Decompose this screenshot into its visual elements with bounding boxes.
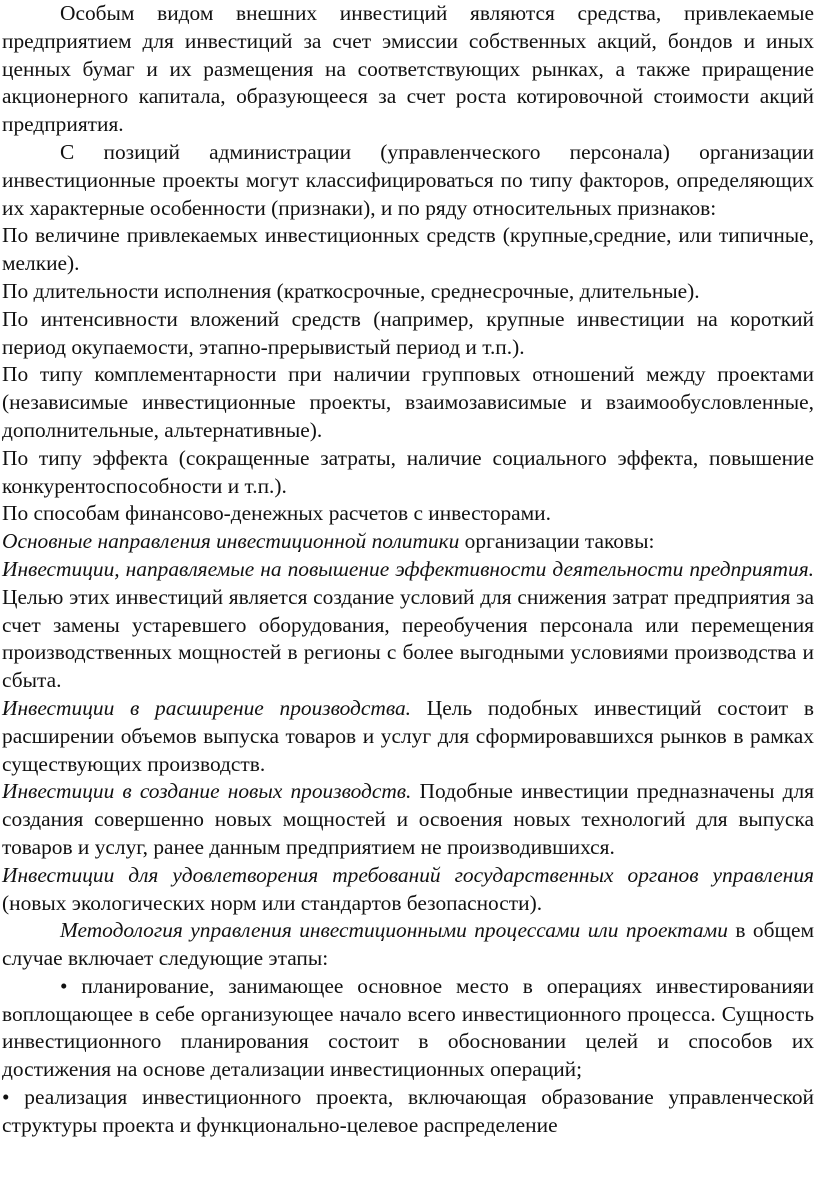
list-item-by-effect: По типу эффекта (сокращенные затраты, наличие социального эффекта, повышение конкурентоспособности и т.п.). <box>2 445 814 498</box>
policy-directions-text: организации таковы: <box>459 529 655 554</box>
paragraph-efficiency-investments <box>2 556 814 695</box>
regulatory-investments-text: (новых экологических норм или стандартов безопасности). <box>2 890 543 915</box>
paragraph-classification-intro: С позиций администрации (управленческого персонала) организации инвестиционные проекты могут классифицироваться по типу факторов, определяющих их характерные особенности (признаки), и по ряду относительных признаков: <box>2 139 814 220</box>
paragraph-methodology <box>2 917 814 973</box>
new-production-investments-heading: Инвестиции в создание новых производств. <box>2 779 412 804</box>
methodology-text: в общем случае включает следующие этапы: <box>2 918 814 971</box>
expansion-investments-heading: Инвестиции в расширение производства. <box>2 695 411 720</box>
list-item-by-duration: По длительности исполнения (краткосрочные, среднесрочные, длительные). <box>2 278 700 303</box>
expansion-investments-text: Цель подобных инвестиций состоит в расширении объемов выпуска товаров и услуг для сформировавшихся рынков в рамках существующих производств. <box>2 695 814 776</box>
paragraph-external-investments: Особым видом внешних инвестиций являются средства, привлекаемые предприятием для инвестиций за счет эмиссии собственных акций, бондов и иных ценных бумаг и их размещения на соответствующих рынках, а также приращение акционерного капитала, образующееся за счет роста котировочной стоимости акций предприятия. <box>2 1 814 137</box>
paragraph-new-production-investments <box>2 778 814 861</box>
bullet-item-implementation: • реализация инвестиционного проекта, включающая образование управленческой структуры проекта и функционально-целевое распределение <box>2 1085 814 1137</box>
methodology-heading: Методология управления инвестиционными процессами или проектами <box>60 918 728 943</box>
list-item-by-intensity: По интенсивности вложений средств (например, крупные инвестиции на короткий период окупаемости, этапно-прерывистый период и т.п.). <box>2 306 814 359</box>
list-item-by-complementarity: По типу комплементарности при наличии групповых отношений между проектами (независимые инвестиционные проекты, взаимозависимые и взаимообусловленные, дополнительные, альтернативные). <box>2 362 814 442</box>
paragraph-regulatory-investments <box>2 862 814 918</box>
efficiency-investments-heading: Инвестиции, направляемые на повышение эффективности деятельности предприятия. <box>2 556 814 581</box>
new-production-investments-text: Подобные инвестиции предназначены для создания совершенно новых мощностей и освоения новых технологий для выпуска товаров и услуг, ранее данным предприятием не производившихся. <box>2 779 814 859</box>
list-item-by-settlement: По способам финансово-денежных расчетов с инвесторами. <box>2 501 551 526</box>
list-item-by-size: По величине привлекаемых инвестиционных средств (крупные,средние, или типичные, мелкие). <box>2 223 814 276</box>
efficiency-investments-text: Целью этих инвестиций является создание условий для снижения затрат предприятия за счет замены устаревшего оборудования, переобучения персонала или перемещения производственных мощностей в регионы с более выгодными условиями производства и сбыта. <box>2 584 814 693</box>
paragraph-expansion-investments <box>2 695 814 778</box>
bullet-item-planning: • планирование, занимающее основное место в операциях инвестированияи воплощающее в себе организующее начало всего инвестиционного процесса. Сущность инвестиционного планирования состоит в обосновании целей и способов их достижения на основе детализации инвестиционных операций; <box>2 973 814 1082</box>
paragraph-policy-directions <box>2 528 814 556</box>
regulatory-investments-heading: Инвестиции для удовлетворения требований государственных органов управления <box>2 862 814 887</box>
policy-directions-heading: Основные направления инвестиционной политики <box>2 529 460 554</box>
